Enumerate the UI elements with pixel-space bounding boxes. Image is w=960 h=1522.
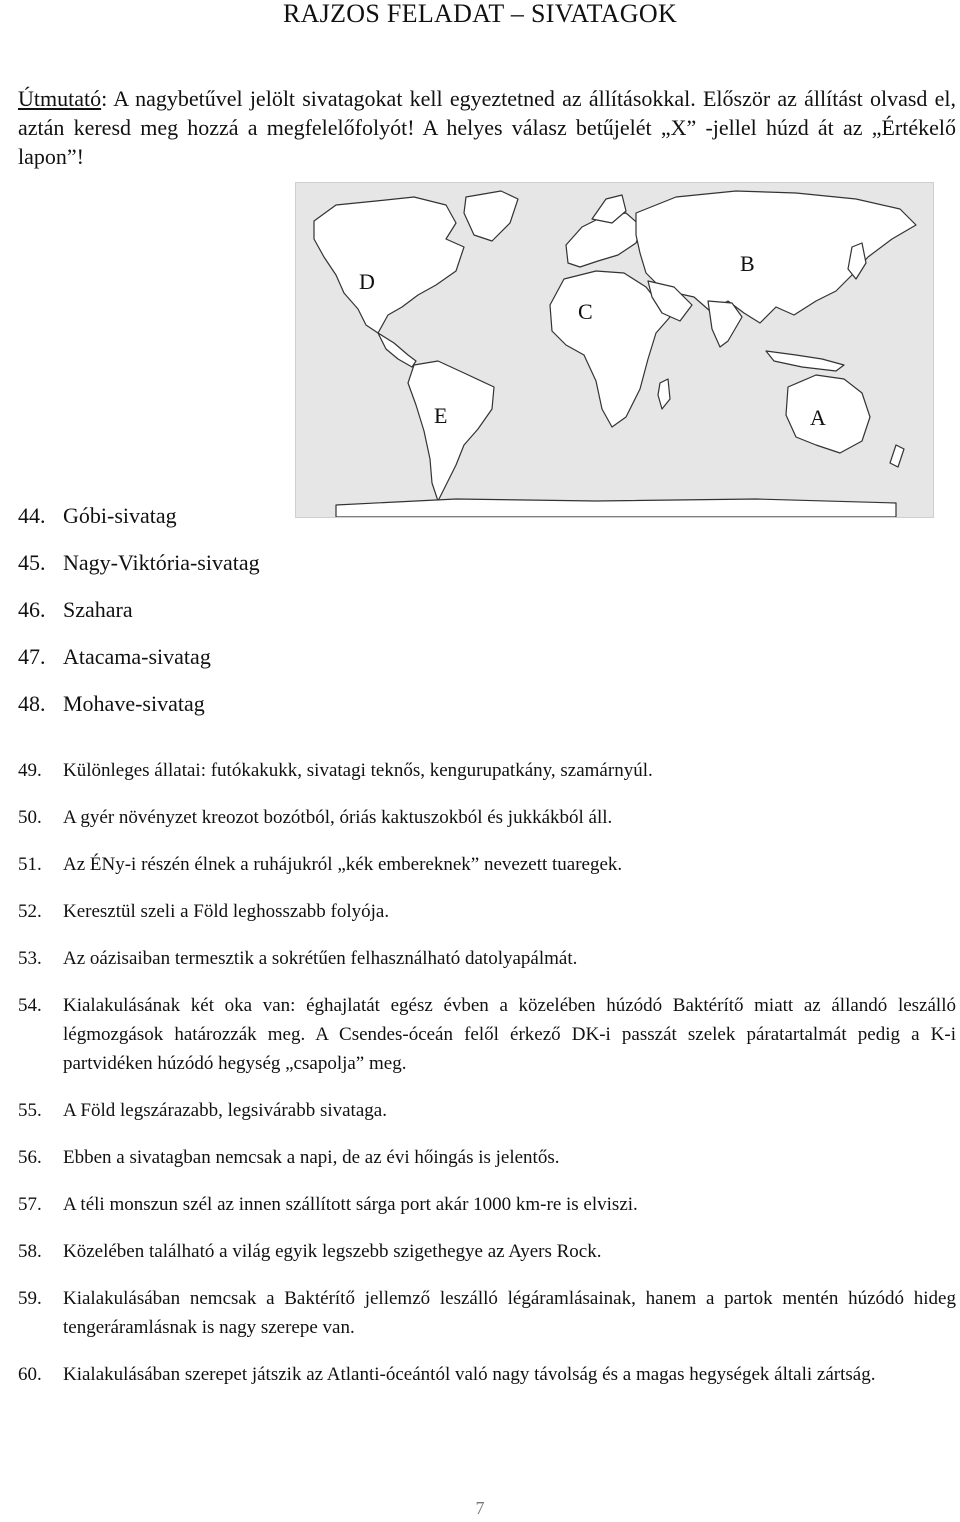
statement-list: [18, 756, 956, 1407]
world-map-drawing: [296, 183, 933, 517]
statement-item: [18, 1237, 956, 1266]
map-label-b: B: [740, 251, 755, 276]
statement-text: A téli monszun szél az innen szállított sárga port akár 1000 km-re is elviszi.: [63, 1194, 638, 1215]
statement-item: [18, 944, 956, 973]
map-label-a: A: [810, 405, 826, 430]
statement-text: Az ÉNy-i részén élnek a ruhájukról „kék embereknek” nevezett tuaregek.: [63, 854, 623, 875]
statement-item: [18, 991, 956, 1078]
statement-number: 51.: [18, 854, 42, 875]
statement-text: A gyér növényzet kreozot bozótból, óriás kaktuszokból és jukkákból áll.: [63, 807, 613, 828]
statement-text: Ebben a sivatagban nemcsak a napi, de az évi hőingás is jelentős.: [63, 1147, 560, 1168]
world-map: [295, 182, 934, 518]
statement-number: 53.: [18, 948, 42, 969]
statement-text: Kialakulásában nemcsak a Baktérítő jellemző leszálló légáramlásainak, hanem a partok mentén húzódó hideg tengeráramlásnak is nagy szerepe van.: [63, 1288, 956, 1338]
statement-item: [18, 756, 956, 785]
statement-item: [18, 1096, 956, 1125]
statement-number: 60.: [18, 1364, 42, 1385]
instructions: [18, 84, 956, 171]
map-label-d: D: [359, 269, 375, 294]
statement-text: Közelében található a világ egyik legszebb szigethegye az Ayers Rock.: [63, 1241, 602, 1262]
desert-number: 48.: [18, 691, 46, 716]
statement-text: Kialakulásában szerepet játszik az Atlanti-óceántól való nagy távolság és a magas hegységek általi zártság.: [63, 1364, 876, 1385]
desert-number: 44.: [18, 503, 46, 528]
map-label-c: C: [578, 299, 593, 324]
statement-number: 56.: [18, 1147, 42, 1168]
page-title: RAJZOS FELADAT – SIVATAGOK: [282, 0, 678, 28]
desert-name: Nagy-Viktória-sivatag: [63, 550, 260, 575]
south-america-shape: [408, 361, 494, 501]
statement-number: 54.: [18, 995, 42, 1016]
new-zealand-shape: [890, 445, 904, 467]
statement-number: 59.: [18, 1288, 42, 1309]
desert-number: 47.: [18, 644, 46, 669]
desert-item: [18, 633, 260, 680]
desert-name: Mohave-sivatag: [63, 691, 205, 716]
statement-item: [18, 1143, 956, 1172]
statement-text: Különleges állatai: futókakukk, sivatagi teknős, kengurupatkány, szamárnyúl.: [63, 760, 653, 781]
statement-text: Keresztül szeli a Föld leghosszabb folyója.: [63, 901, 390, 922]
desert-list: [18, 492, 260, 727]
statement-text: Kialakulásának két oka van: éghajlatát egész évben a közelében húzódó Baktérítő miatt az állandó leszálló légmozgások határozzák meg. A Csendes-óceán felől érkező DK-i passzát szelek páratartalmát pedig a K-i partvidéken húzódó hegység „csapolja” meg.: [63, 995, 956, 1074]
statement-text: Az oázisaiban termesztik a sokrétűen felhasználható datolyapálmát.: [63, 948, 578, 969]
desert-number: 45.: [18, 550, 46, 575]
page-number: 7: [475, 1498, 485, 1518]
statement-item: [18, 897, 956, 926]
central-america-shape: [378, 333, 416, 367]
desert-item: [18, 680, 260, 727]
desert-item: [18, 586, 260, 633]
greenland-shape: [464, 191, 518, 241]
desert-item: [18, 492, 260, 539]
indonesia-shape: [766, 351, 844, 371]
statement-item: [18, 850, 956, 879]
north-america-shape: [314, 197, 464, 333]
map-label-e: E: [434, 403, 448, 428]
instructions-text: : A nagybetűvel jelölt sivatagokat kell egyeztetned az állításokkal. Először az állítást olvasd el, aztán keresd meg hozzá a megfelelőfolyót! A helyes válasz betűjelét „X” -jellel húzd át az „Értékelő lapon”!: [18, 86, 956, 169]
statement-number: 50.: [18, 807, 42, 828]
statement-number: 49.: [18, 760, 42, 781]
statement-number: 55.: [18, 1100, 42, 1121]
desert-name: Atacama-sivatag: [63, 644, 211, 669]
statement-number: 52.: [18, 901, 42, 922]
statement-item: [18, 1284, 956, 1342]
desert-number: 46.: [18, 597, 46, 622]
statement-number: 58.: [18, 1241, 42, 1262]
instructions-label: Útmutató: [18, 86, 102, 111]
statement-number: 57.: [18, 1194, 42, 1215]
desert-item: [18, 539, 260, 586]
desert-name: Szahara: [63, 597, 133, 622]
australia-shape: [786, 375, 870, 453]
statement-item: [18, 1360, 956, 1389]
statement-item: [18, 1190, 956, 1219]
antarctica-shape: [336, 499, 896, 517]
statement-text: A Föld legszárazabb, legsivárabb sivataga.: [63, 1100, 387, 1121]
desert-name: Góbi-sivatag: [63, 503, 177, 528]
statement-item: [18, 803, 956, 832]
madagascar-shape: [658, 379, 670, 409]
